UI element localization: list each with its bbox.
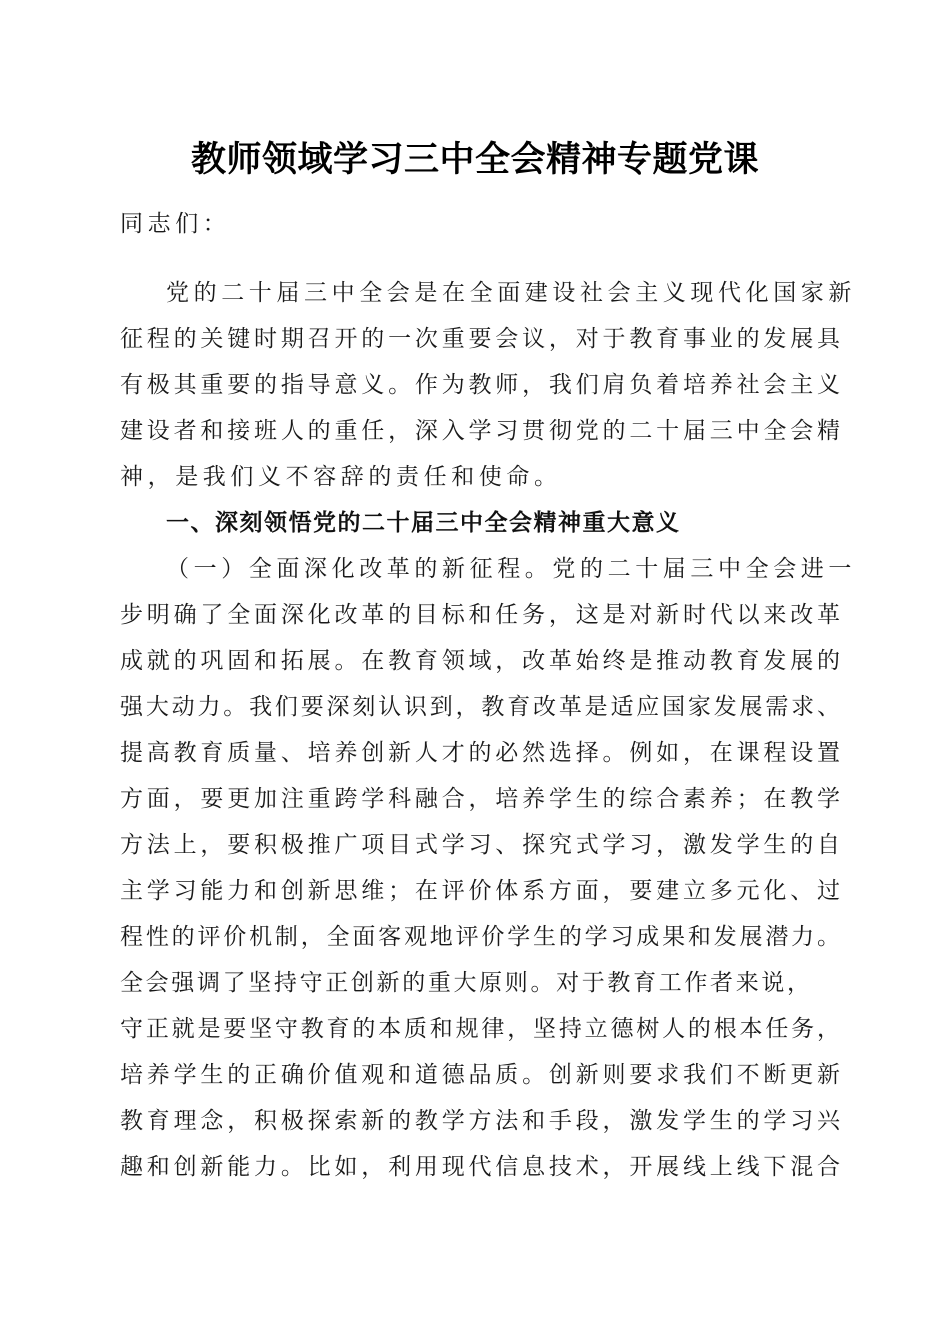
greeting-line: 同志们： — [120, 211, 231, 237]
paragraph-line: 方面，要更加注重跨学科融合，培养学生的综合素养；在教学 — [120, 786, 840, 812]
paragraph-line: 程性的评价机制，全面客观地评价学生的学习成果和发展潜力。 — [120, 924, 840, 950]
paragraph-line: 教育理念，积极探索新的教学方法和手段，激发学生的学习兴 — [120, 1108, 840, 1134]
paragraph-line: 提高教育质量、培养创新人才的必然选择。例如，在课程设置 — [120, 740, 840, 766]
paragraph-line: 强大动力。我们要深刻认识到，教育改革是适应国家发展需求、 — [120, 694, 840, 720]
paragraph-line: 趣和创新能力。比如，利用现代信息技术，开展线上线下混合 — [120, 1154, 840, 1180]
paragraph-line: 方法上，要积极推广项目式学习、探究式学习，激发学生的自 — [120, 832, 840, 858]
paragraph-line: 党的二十届三中全会是在全面建设社会主义现代化国家新 — [166, 280, 856, 306]
paragraph-line: 全会强调了坚持守正创新的重大原则。对于教育工作者来说， — [120, 970, 810, 996]
paragraph-line: 有极其重要的指导意义。作为教师，我们肩负着培养社会主义 — [120, 372, 840, 398]
document-title: 教师领域学习三中全会精神专题党课 — [190, 139, 759, 180]
paragraph-line: 神，是我们义不容辞的责任和使命。 — [120, 464, 562, 490]
section-heading: 一、深刻领悟党的二十届三中全会精神重大意义 — [166, 510, 681, 536]
paragraph-line: 征程的关键时期召开的一次重要会议，对于教育事业的发展具 — [120, 326, 840, 352]
paragraph-line: （一）全面深化改革的新征程。党的二十届三中全会进一 — [166, 556, 856, 582]
paragraph-line: 成就的巩固和拓展。在教育领域，改革始终是推动教育发展的 — [120, 648, 840, 674]
paragraph-line: 步明确了全面深化改革的目标和任务，这是对新时代以来改革 — [120, 602, 840, 628]
paragraph-line: 建设者和接班人的重任，深入学习贯彻党的二十届三中全会精 — [120, 418, 840, 444]
paragraph-line: 守正就是要坚守教育的本质和规律，坚持立德树人的根本任务， — [120, 1016, 840, 1042]
paragraph-line: 培养学生的正确价值观和道德品质。创新则要求我们不断更新 — [120, 1062, 840, 1088]
paragraph-line: 主学习能力和创新思维；在评价体系方面，要建立多元化、过 — [120, 878, 840, 904]
